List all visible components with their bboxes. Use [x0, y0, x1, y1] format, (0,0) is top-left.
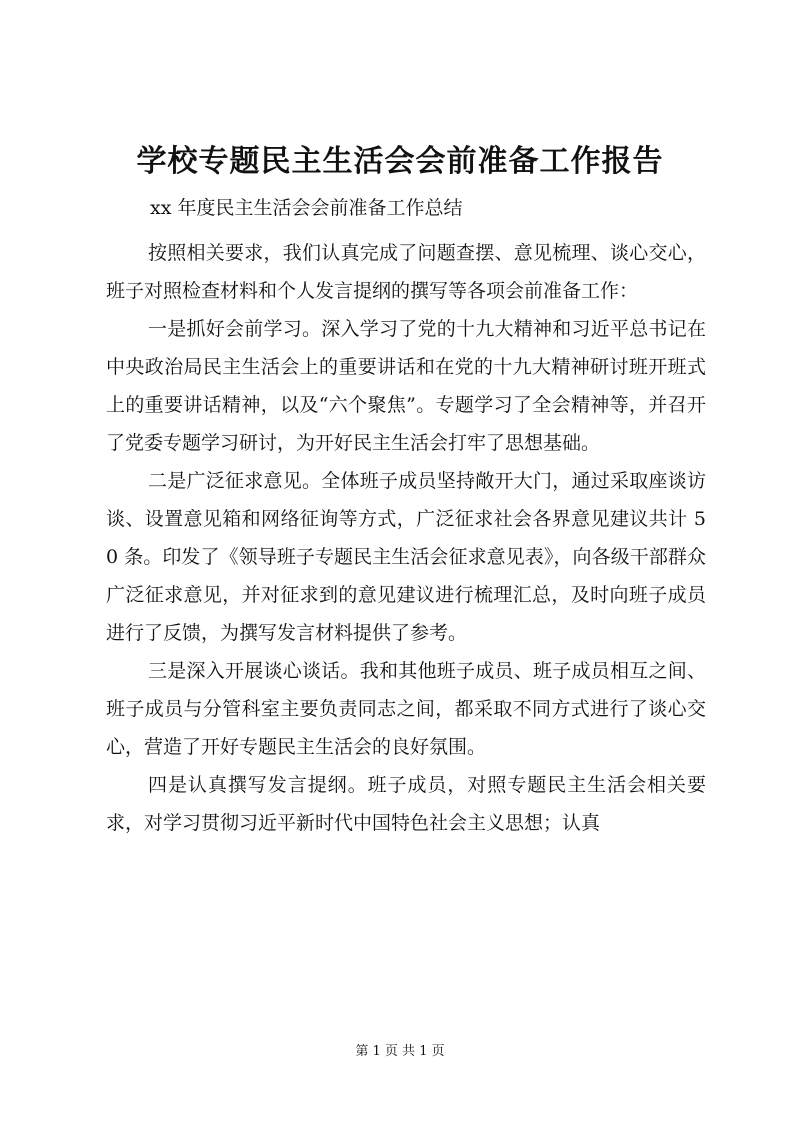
document-title: 学校专题民主生活会会前准备工作报告 — [136, 144, 664, 179]
paragraph-talks: 三是深入开展谈心谈话。我和其他班子成员、班子成员相互之间、班子成员与分管科室主要负责同志之间，都采取不同方式进行了谈心交心，营造了开好专题民主生活会的良好氛围。 — [106, 660, 706, 758]
paragraph-outline: 四是认真撰写发言提纲。班子成员，对照专题民主生活会相关要求，对学习贯彻习近平新时代中国特色社会主义思想；认真 — [106, 774, 706, 834]
page-footer: 第 1 页 共 1 页 — [355, 1044, 445, 1059]
paragraph-feedback: 二是广泛征求意见。全体班子成员坚持敞开大门，通过采取座谈访谈、设置意见箱和网络征询等方式，广泛征求社会各界意见建议共计 50 条。印发了《领导班子专题民主生活会征求意见表》，向各级干部群众广泛征求意见，并对征求到的意见建议进行梳理汇总，及时向班子成员进行了反馈，为撰写发言材料提供了参考。 — [106, 470, 706, 644]
document-body — [106, 234, 706, 842]
paragraph-study: 一是抓好会前学习。深入学习了党的十九大精神和习近平总书记在中央政治局民主生活会上的重要讲话和在党的十九大精神研讨班开班式上的重要讲话精神，以及“六个聚焦”。专题学习了全会精神等，并召开了党委专题学习研讨，为开好民主生活会打牢了思想基础。 — [106, 318, 706, 454]
document-subtitle: xx 年度民主生活会会前准备工作总结 — [150, 197, 463, 219]
paragraph-intro: 按照相关要求，我们认真完成了问题查摆、意见梳理、谈心交心，班子对照检查材料和个人发言提纲的撰写等各项会前准备工作： — [106, 242, 706, 302]
